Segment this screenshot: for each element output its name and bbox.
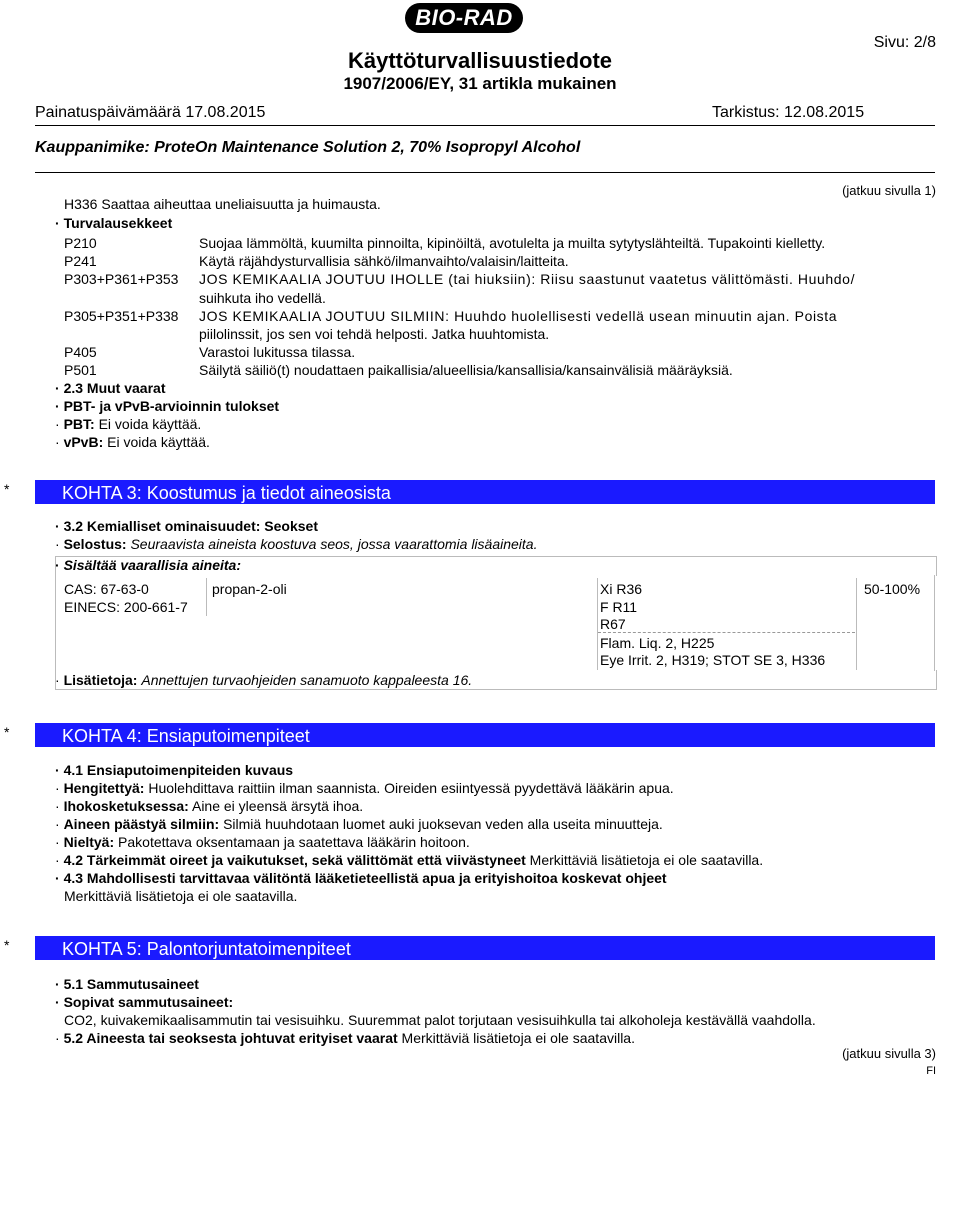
- extinguishing-heading: · 5.1 Sammutusaineet: [55, 975, 199, 993]
- section4-change-marker: *: [4, 724, 10, 740]
- section3-subheading: · 3.2 Kemialliset ominaisuudet: Seokset: [55, 517, 318, 535]
- continuation-top: (jatkuu sivulla 1): [842, 183, 936, 198]
- print-date: Painatuspäivämäärä 17.08.2015: [35, 104, 266, 121]
- p210-code: P210: [64, 235, 97, 251]
- page-number: Sivu: 2/8: [873, 34, 936, 51]
- p303-text-line2: suihkuta iho vedellä.: [199, 290, 326, 306]
- p241-code: P241: [64, 253, 97, 269]
- component-class-new-1: Flam. Liq. 2, H225: [600, 635, 715, 651]
- document-subtitle: 1907/2006/EY, 31 artikla mukainen: [343, 74, 617, 93]
- special-hazards: · 5.2 Aineesta tai seoksesta johtuvat erityiset vaarat Merkittäviä lisätietoja ei ole saatavilla.: [55, 1029, 635, 1047]
- p305-text: JOS KEMIKAALIA JOUTUU SILMIIN: Huuhdo huolellisesti vedellä usean minuutin ajan. Poista: [199, 308, 838, 324]
- first-aid-ingestion: · Nieltyä: Pakotettava oksentamaan ja saatettava lääkärin hoitoon.: [55, 833, 470, 851]
- p501-text: Säilytä säiliö(t) noudattaen paikallisia/alueellisia/kansallisia/kansainvälisiä määräyksiä.: [199, 362, 733, 378]
- class-separator: [598, 632, 855, 633]
- section3-change-marker: *: [4, 481, 10, 497]
- precautionary-heading: · Turvalausekkeet: [55, 214, 172, 232]
- section4-title: KOHTA 4: Ensiaputoimenpiteet: [62, 726, 310, 746]
- p210-text: Suojaa lämmöltä, kuumilta pinnoilta, kipinöiltä, avotulelta ja muilta sytytyslähteiltä. Tupakointi kielletty.: [199, 235, 826, 251]
- language-code: FI: [926, 1065, 936, 1077]
- first-aid-skin: · Ihokosketuksessa: Aine ei yleensä ärsytä ihoa.: [55, 797, 363, 815]
- additional-info: · Lisätietoja: Annettujen turvaohjeiden sanamuoto kappaleesta 16.: [55, 671, 472, 689]
- table-left-border: [55, 575, 56, 671]
- component-cas: CAS: 67-63-0: [64, 581, 149, 597]
- section3-description: · Selostus: Seuraavista aineista koostuva seos, jossa vaarattomia lisäaineita.: [55, 535, 537, 553]
- col-divider-1: [206, 578, 207, 616]
- p501-code: P501: [64, 362, 97, 378]
- p303-code: P303+P361+P353: [64, 271, 179, 287]
- p405-text: Varastoi lukitussa tilassa.: [199, 344, 356, 360]
- table-right-border: [934, 575, 935, 671]
- bio-rad-logo: BIO-RAD: [405, 3, 523, 33]
- product-name: Kauppanimike: ProteOn Maintenance Solution 2, 70% Isopropyl Alcohol: [35, 139, 581, 156]
- vpvb-row: · vPvB: Ei voida käyttää.: [55, 433, 210, 451]
- other-hazards-heading: · 2.3 Muut vaarat: [55, 379, 166, 397]
- col-divider-2: [597, 578, 598, 670]
- document-title: Käyttöturvallisuustiedote: [347, 48, 613, 73]
- p305-code: P305+P351+P338: [64, 308, 179, 324]
- section5-title: KOHTA 5: Palontorjuntatoimenpiteet: [62, 939, 351, 959]
- product-divider: [35, 172, 935, 173]
- col-divider-3: [856, 578, 857, 670]
- component-class-old-2: F R11: [600, 599, 638, 615]
- first-aid-eyes: · Aineen päästyä silmiin: Silmiä huuhdotaan luomet auki juoksevan veden alla useita minuutteja.: [55, 815, 663, 833]
- section4-title-bar: [35, 723, 935, 747]
- symptoms-effects: · 4.2 Tärkeimmät oireet ja vaikutukset, sekä välittömät että viivästyneet Merkittäviä lisätietoja ei ole saatavilla.: [55, 851, 763, 869]
- suitable-media-label: · Sopivat sammutusaineet:: [55, 993, 233, 1011]
- p303-text: JOS KEMIKAALIA JOUTUU IHOLLE (tai hiuksiin): Riisu saastunut vaatetus välittömästi. Huuhdo/: [199, 271, 856, 287]
- medical-attention-heading: · 4.3 Mahdollisesti tarvittavaa välitöntä lääketieteellistä apua ja erityishoitoa koskevat ohjeet: [55, 869, 667, 887]
- component-class-old-3: R67: [600, 616, 626, 632]
- p305-text-line2: piilolinssit, jos sen voi tehdä helposti. Jatka huuhtomista.: [199, 326, 550, 342]
- section3-title: KOHTA 3: Koostumus ja tiedot aineosista: [62, 483, 391, 503]
- contains-label: · Sisältää vaarallisia aineita:: [55, 556, 241, 574]
- p405-code: P405: [64, 344, 97, 360]
- medical-attention-text: Merkittäviä lisätietoja ei ole saatavilla.: [64, 888, 298, 904]
- section5-title-bar: [35, 936, 935, 960]
- first-aid-heading: · 4.1 Ensiaputoimenpiteiden kuvaus: [55, 761, 293, 779]
- continuation-bottom: (jatkuu sivulla 3): [842, 1046, 936, 1061]
- component-class-old-1: Xi R36: [600, 581, 643, 597]
- pbt-heading: · PBT- ja vPvB-arvioinnin tulokset: [55, 397, 279, 415]
- hazard-statement: H336 Saattaa aiheuttaa uneliaisuutta ja huimausta.: [64, 196, 381, 212]
- header-divider: [35, 125, 935, 126]
- first-aid-inhalation: · Hengitettyä: Huolehdittava raittiin ilman saannista. Oireiden esiintyessä pyydettävä lääkärin apua.: [55, 779, 674, 797]
- p241-text: Käytä räjähdysturvallisia sähkö/ilmanvaihto/valaisin/laitteita.: [199, 253, 569, 269]
- component-name: propan-2-oli: [212, 581, 287, 597]
- section5-change-marker: *: [4, 937, 10, 953]
- pbt-row: · PBT: Ei voida käyttää.: [55, 415, 201, 433]
- suitable-media-text: CO2, kuivakemikaalisammutin tai vesisuihku. Suuremmat palot torjutaan vesisuihkulla tai alkoholeja kestävällä vaahdolla.: [64, 1012, 816, 1028]
- revision-date: Tarkistus: 12.08.2015: [712, 104, 865, 121]
- component-concentration: 50-100%: [864, 581, 921, 597]
- component-einecs: EINECS: 200-661-7: [64, 599, 188, 615]
- component-class-new-2: Eye Irrit. 2, H319; STOT SE 3, H336: [600, 652, 826, 668]
- section3-title-bar: [35, 480, 935, 504]
